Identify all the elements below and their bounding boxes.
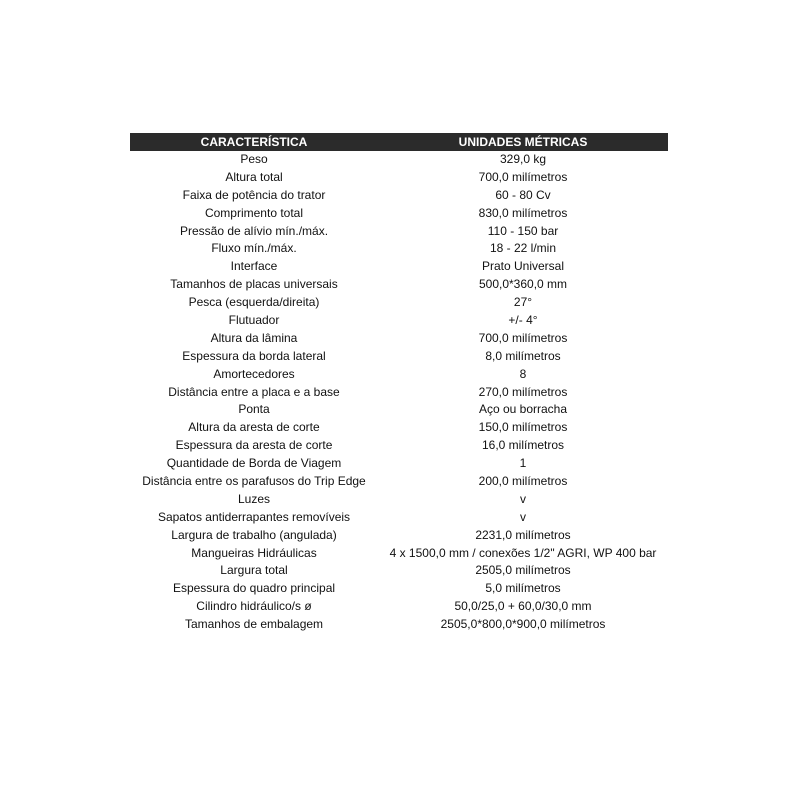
value-cell: 8,0 milímetros [485, 348, 561, 363]
value-cell: 500,0*360,0 mm [478, 277, 568, 292]
feature-cell: Altura da aresta de corte [188, 420, 320, 435]
table-row [130, 401, 668, 419]
value-cell: 200,0 milímetros [478, 474, 568, 489]
feature-cell: Cilindro hidráulico/s ø [196, 599, 312, 614]
feature-cell: Luzes [237, 491, 271, 506]
value-cell: 2231,0 milímetros [475, 527, 571, 542]
table-row [130, 491, 668, 509]
table-row [130, 240, 668, 258]
feature-cell: Largura de trabalho (angulada) [171, 527, 337, 542]
spec-table [130, 133, 668, 634]
table-row [130, 312, 668, 330]
value-cell: 830,0 milímetros [478, 205, 568, 220]
table-row [130, 598, 668, 616]
value-cell: 4 x 1500,0 mm / conexões 1/2" AGRI, WP 400 bar [389, 545, 657, 560]
table-body [130, 151, 668, 634]
value-cell: 270,0 milímetros [478, 384, 568, 399]
value-cell: v [520, 491, 526, 506]
value-cell: 16,0 milímetros [481, 438, 565, 453]
feature-cell: Distância entre a placa e a base [168, 384, 340, 399]
table-row [130, 437, 668, 455]
feature-cell: Tamanhos de placas universais [170, 277, 338, 292]
feature-cell: Sapatos antiderrapantes removíveis [157, 509, 351, 524]
value-cell: 2505,0 milímetros [475, 563, 571, 578]
value-cell: 1 [519, 456, 527, 471]
table-row [130, 509, 668, 527]
feature-cell: Espessura do quadro principal [172, 581, 336, 596]
feature-cell: Altura total [225, 169, 283, 184]
value-cell: Prato Universal [481, 259, 565, 274]
value-cell: 8 [519, 366, 527, 381]
table-row [130, 419, 668, 437]
table-row [130, 580, 668, 598]
feature-cell: Interface [230, 259, 278, 274]
value-cell: 18 - 22 l/min [489, 241, 557, 256]
table-row [130, 455, 668, 473]
value-cell: 60 - 80 Cv [495, 187, 551, 202]
header-feature: CARACTERÍSTICA [200, 135, 308, 149]
table-row [130, 223, 668, 241]
table-row [130, 258, 668, 276]
table-row [130, 330, 668, 348]
value-cell: 700,0 milímetros [478, 330, 568, 345]
feature-cell: Distância entre os parafusos do Trip Edge [142, 474, 366, 489]
table-row [130, 473, 668, 491]
table-row [130, 562, 668, 580]
table-row [130, 151, 668, 169]
value-cell: 150,0 milímetros [478, 420, 568, 435]
table-row [130, 527, 668, 545]
table-row [130, 545, 668, 563]
feature-cell: Quantidade de Borda de Viagem [166, 456, 342, 471]
value-cell: 110 - 150 bar [487, 223, 559, 238]
feature-cell: Altura da lâmina [210, 330, 298, 345]
value-cell: 700,0 milímetros [478, 169, 568, 184]
value-cell: Aço ou borracha [478, 402, 568, 417]
feature-cell: Fluxo mín./máx. [211, 241, 297, 256]
value-cell: 329,0 kg [499, 152, 547, 166]
feature-cell: Pesca (esquerda/direita) [188, 295, 320, 310]
value-cell: 2505,0*800,0*900,0 milímetros [440, 617, 606, 632]
feature-cell: Flutuador [228, 313, 280, 328]
value-cell: v [520, 509, 526, 524]
header-metric-units: UNIDADES MÉTRICAS [458, 135, 588, 149]
value-cell: +/- 4° [508, 313, 538, 328]
feature-cell: Largura total [220, 563, 288, 578]
feature-cell: Faixa de potência do trator [182, 187, 326, 202]
table-row [130, 169, 668, 187]
feature-cell: Tamanhos de embalagem [184, 617, 324, 632]
value-cell: 27° [513, 295, 533, 310]
feature-cell: Espessura da aresta de corte [175, 438, 333, 453]
value-cell: 50,0/25,0 + 60,0/30,0 mm [454, 599, 592, 614]
feature-cell: Comprimento total [204, 205, 304, 220]
table-row [130, 384, 668, 402]
feature-cell: Pressão de alívio mín./máx. [179, 223, 329, 238]
table-header [130, 133, 668, 151]
table-row [130, 294, 668, 312]
feature-cell: Espessura da borda lateral [182, 348, 326, 363]
value-cell: 5,0 milímetros [485, 581, 561, 596]
table-row [130, 616, 668, 634]
feature-cell: Amortecedores [213, 366, 295, 381]
table-row [130, 187, 668, 205]
table-row [130, 366, 668, 384]
table-row [130, 205, 668, 223]
table-row [130, 276, 668, 294]
feature-cell: Ponta [238, 402, 270, 417]
feature-cell: Peso [240, 152, 268, 166]
feature-cell: Mangueiras Hidráulicas [191, 545, 317, 560]
table-row [130, 348, 668, 366]
